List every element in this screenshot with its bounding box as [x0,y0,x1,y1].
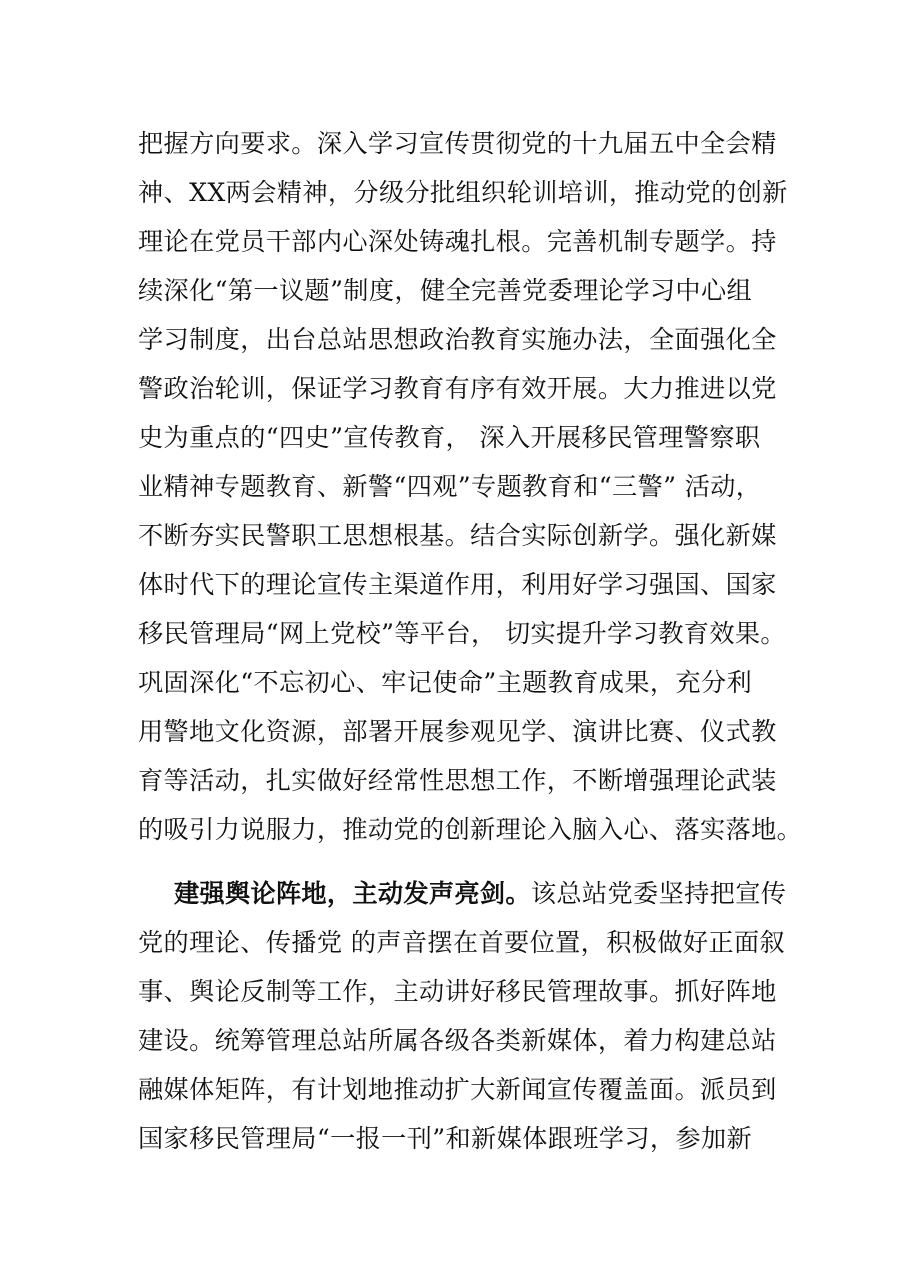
body-text-line: 理论在党员干部内心深处铸魂扎根。完善机制专题学。持 [138,227,777,256]
body-text-line: 史为重点的“四史”宣传教育， 深入开展移民管理警察职 [138,423,761,452]
body-text-line: 警政治轮训，保证学习教育有序有效开展。大力推进以党 [138,374,777,403]
paragraph-first-line [174,879,787,909]
body-text-line: 巩固深化“不忘初心、牢记使命”主题教育成果，充分利 [138,668,753,697]
body-text-line: 用警地文化资源，部署开展参观见学、演讲比赛、仪式教 [138,717,777,746]
body-text-line: 续深化“第一议题”制度，健全完善党委理论学习中心组 [138,276,753,305]
body-text-line: 育等活动，扎实做好经常性思想工作，不断增强理论武装 [138,766,777,795]
section-heading: 建强舆论阵地，主动发声亮剑。 [174,879,531,908]
body-text-line: 的吸引力说服力，推动党的创新理论入脑入心、落实落地。 [138,815,803,844]
body-text: 该总站党委坚持把宣传 [530,879,787,908]
body-text-line: 学习制度，出台总站思想政治教育实施办法，全面强化全 [138,325,777,354]
body-text-line: 融媒体矩阵，有计划地推动扩大新闻宣传覆盖面。派员到 [138,1075,777,1104]
body-text-line: 业精神专题教育、新警“四观”专题教育和“三警” 活动， [138,472,762,501]
body-text-line: 把握方向要求。深入学习宣传贯彻党的十九届五中全会精 [138,129,777,158]
body-text-line: 体时代下的理论宣传主渠道作用，利用好学习强国、国家 [138,570,777,599]
body-text-line: 国家移民管理局“一报一刊”和新媒体跟班学习，参加新 [138,1124,753,1153]
body-text-line: 神、XX两会精神，分级分批组织轮训培训，推动党的创新 [138,178,788,207]
body-text-line: 党的理论、传播党 的声音摆在首要位置，积极做好正面叙 [138,928,786,957]
body-text-line: 事、舆论反制等工作，主动讲好移民管理故事。抓好阵地 [138,977,777,1006]
body-text-line: 移民管理局“网上党校”等平台， 切实提升学习教育效果。 [138,619,786,648]
body-text-line: 建设。统筹管理总站所属各级各类新媒体，着力构建总站 [138,1026,777,1055]
body-text-line: 不断夯实民警职工思想根基。结合实际创新学。强化新媒 [138,521,777,550]
